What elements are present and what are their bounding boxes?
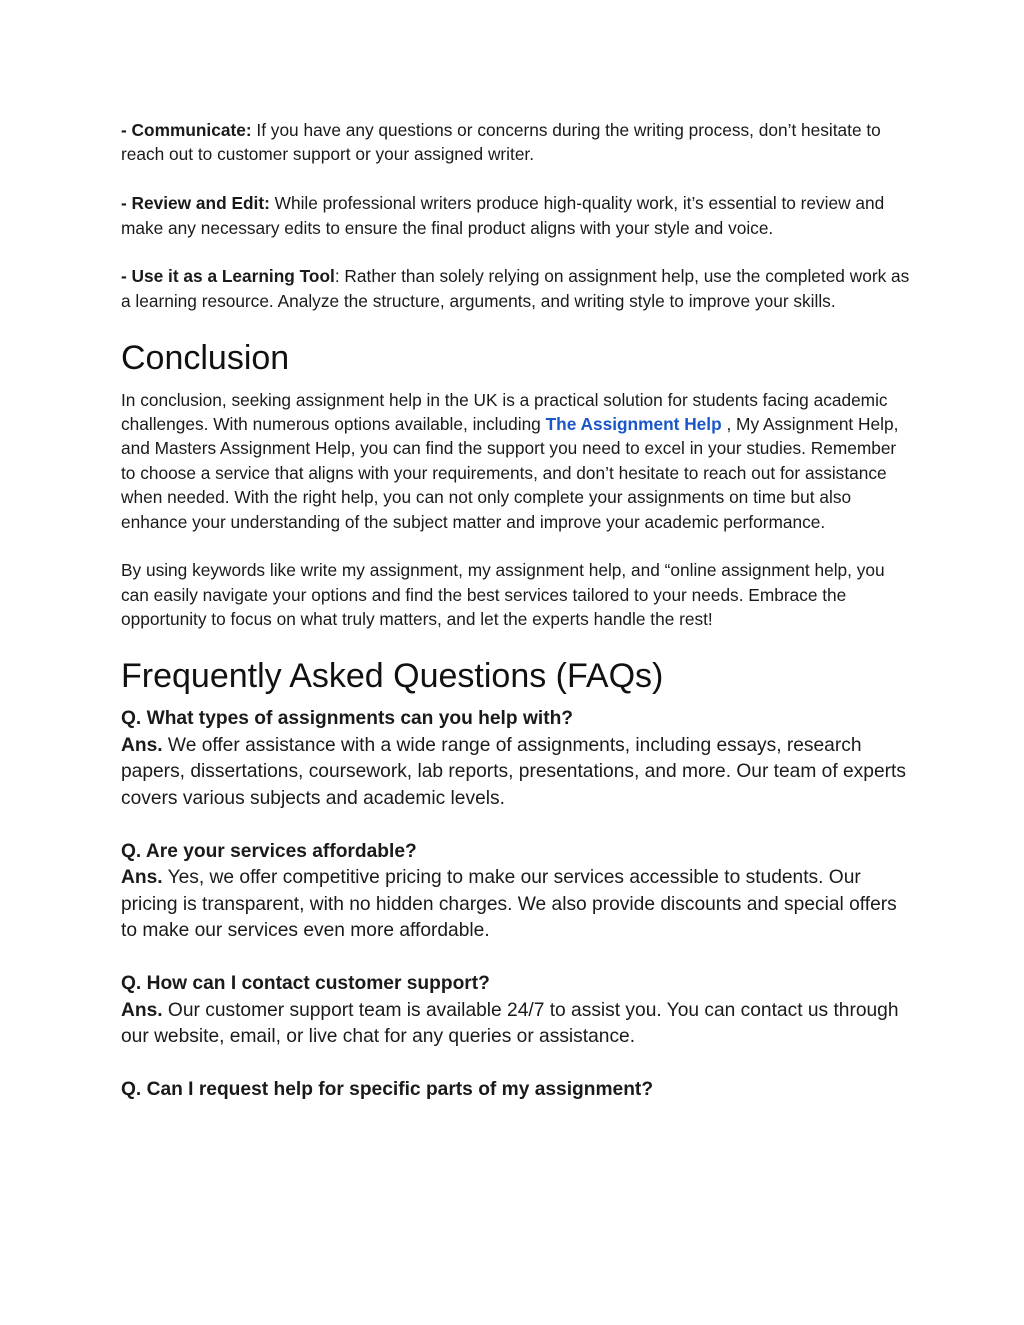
faq-heading: Frequently Asked Questions (FAQs) [121, 657, 664, 696]
tip-label: - Communicate: [121, 120, 252, 140]
faq-question: Q. Are your services affordable? [121, 840, 417, 862]
document-page [121, 118, 911, 1130]
tip-label: - Use it as a Learning Tool [121, 266, 335, 287]
faq-answer-text: Yes, we offer competitive pricing to make our services accessible to students. Our pricing is transparent, with no hidden charges. We also provide discounts and special offers to make our services even more affordable. [121, 867, 897, 942]
faq-answer [121, 733, 911, 813]
tip-text: While professional writers produce high-quality work, it’s essential to review and make any necessary edits to ensure the final product aligns with your style and voice. [121, 193, 885, 238]
faq-question: Q. What types of assignments can you help with? [121, 708, 574, 730]
faq-item [121, 971, 911, 1051]
faq-answer [121, 865, 911, 945]
faq-item [121, 1077, 911, 1104]
conclusion-text-before-link: In conclusion, seeking assignment help in the UK is a practical solution for students facing academic challenges. With numerous options available, including [121, 389, 888, 435]
faq-item [121, 706, 911, 812]
tip-text: If you have any questions or concerns during the writing process, don’t hesitate to reach out to customer support or your assigned writer. [121, 120, 881, 165]
tip-communicate [121, 118, 911, 167]
answer-label: Ans. [121, 999, 163, 1021]
answer-label: Ans. [121, 734, 163, 756]
conclusion-paragraph-2: By using keywords like write my assignment, my assignment help, and “online assignment help, you can easily navigate your options and find the best services tailored to your needs. Embrace the opportunity to focus on what truly matters, and let the experts handle the rest! [121, 560, 885, 630]
faq-question: Q. How can I contact customer support? [121, 973, 490, 995]
conclusion-paragraph-1 [121, 388, 911, 534]
faq-answer [121, 998, 911, 1051]
tip-text: : Rather than solely relying on assignment help, use the completed work as a learning resource. Analyze the structure, arguments, and writing style to improve your skills. [121, 266, 910, 311]
answer-label: Ans. [121, 867, 163, 889]
tip-review-and-edit [121, 191, 911, 240]
conclusion-heading: Conclusion [121, 338, 290, 377]
faq-item [121, 839, 911, 945]
conclusion-text-after-link: , My Assignment Help, and Masters Assignment Help, you can find the support you need to excel in your studies. Remember to choose a service that aligns with your requirements, and don’t hesitate to reach out for assistance when needed. With the right help, you can not only complete your assignments on time but also enhance your understanding of the subject matter and improve your academic performance. [121, 414, 899, 532]
faq-answer-text: Our customer support team is available 24/7 to assist you. You can contact us through our website, email, or live chat for any queries or assistance. [121, 999, 899, 1048]
tip-learning-tool [121, 264, 911, 313]
faq-answer-text: We offer assistance with a wide range of assignments, including essays, research papers, dissertations, coursework, lab reports, presentations, and more. Our team of experts covers various subjects and academic levels. [121, 734, 906, 809]
tip-label: - Review and Edit: [121, 193, 270, 214]
the-assignment-help-link[interactable]: The Assignment Help [545, 414, 722, 435]
faq-question: Q. Can I request help for specific parts of my assignment? [121, 1079, 654, 1101]
